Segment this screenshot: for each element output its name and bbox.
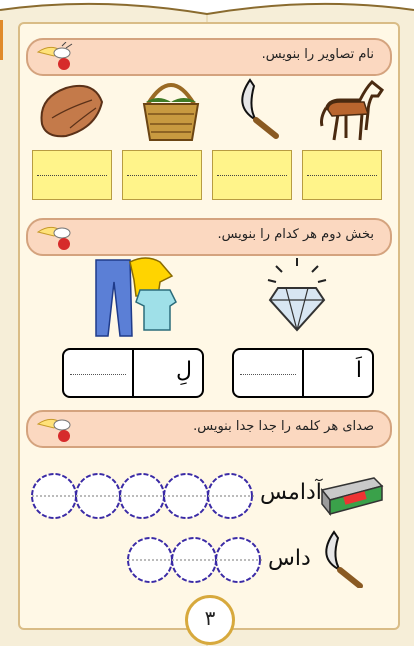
- horse-icon: [316, 74, 388, 146]
- basket-icon: [138, 72, 204, 144]
- answer-plank-4[interactable]: [302, 150, 382, 200]
- sound-circles-1[interactable]: [30, 468, 258, 524]
- instruction-banner-1: [26, 38, 392, 76]
- syllable-letter: اَ: [355, 358, 362, 383]
- sickle-icon: [236, 76, 286, 140]
- instruction-banner-2: [26, 218, 392, 256]
- answer-plank-1[interactable]: [32, 150, 112, 200]
- syllable-box-right[interactable]: [232, 348, 374, 398]
- almond-icon: [36, 78, 106, 142]
- word-2: داس: [268, 546, 311, 571]
- syllable-box-left[interactable]: [62, 348, 204, 398]
- instruction-text: نام تصاویر را بنویس.: [261, 47, 374, 62]
- bee-icon: [36, 414, 76, 444]
- page-number: ٣: [185, 595, 235, 645]
- answer-plank-2[interactable]: [122, 150, 202, 200]
- bee-icon: [36, 222, 76, 252]
- bee-icon: [36, 42, 76, 72]
- word-1: آدامس: [260, 480, 322, 505]
- instruction-text: صدای هر کلمه را جدا جدا بنویس.: [193, 419, 374, 434]
- chewing-gum-icon: [318, 470, 386, 518]
- instruction-banner-3: [26, 410, 392, 448]
- clothes-icon: [90, 252, 186, 338]
- sickle-icon: [320, 528, 370, 588]
- answer-plank-3[interactable]: [212, 150, 292, 200]
- syllable-letter: لِ: [176, 358, 192, 383]
- instruction-text: بخش دوم هر کدام را بنویس.: [217, 227, 374, 242]
- sound-circles-2[interactable]: [126, 532, 266, 588]
- diamond-icon: [262, 256, 332, 332]
